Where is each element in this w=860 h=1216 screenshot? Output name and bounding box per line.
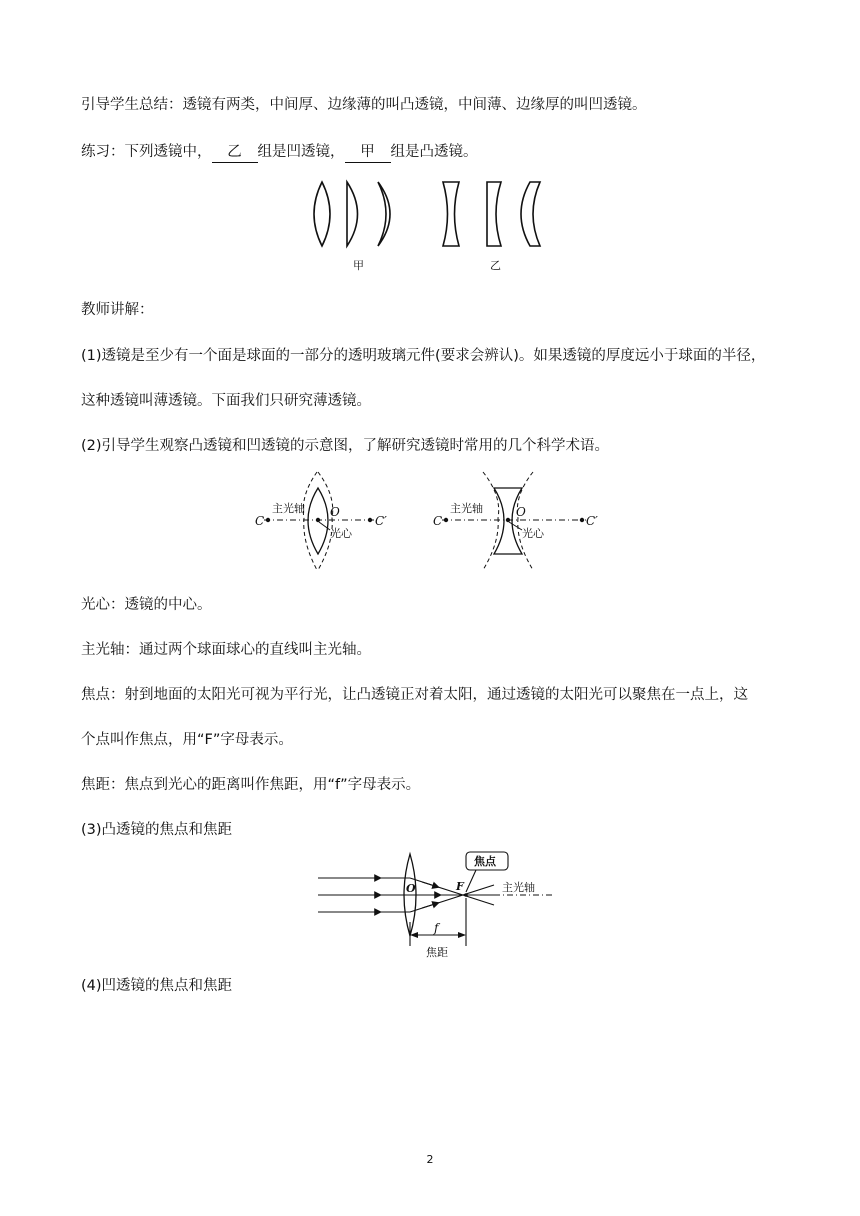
answer-blank-convex: 甲 xyxy=(345,142,391,163)
exercise-paragraph xyxy=(81,142,478,163)
convex-axis-label: 主光轴 xyxy=(272,502,305,515)
concave-center-label: 光心 xyxy=(522,527,544,540)
meniscus-concave-lens xyxy=(521,182,540,246)
convex-focus-heading: (3)凸透镜的焦点和焦距 xyxy=(81,822,233,838)
figure3-f-label: f xyxy=(434,921,439,935)
focal-length-definition: 焦距：焦点到光心的距离叫作焦距，用“f”字母表示。 xyxy=(81,777,421,793)
teacher-explain-heading: 教师讲解： xyxy=(81,302,154,318)
meniscus-convex-lens xyxy=(378,182,390,246)
focus-callout-label: 焦点 xyxy=(474,855,496,868)
group-label-jia: 甲 xyxy=(353,259,364,272)
principal-axis-definition: 主光轴：通过两个球面球心的直线叫主光轴。 xyxy=(81,642,371,658)
answer-blank-concave: 乙 xyxy=(212,142,258,163)
lens-definition-line1: (1)透镜是至少有一个面是球面的一部分的透明玻璃元件(要求会辨认)。如果透镜的厚度远小于球面的半径， xyxy=(81,348,766,364)
concave-axis-label: 主光轴 xyxy=(450,502,483,515)
biconcave-lens xyxy=(443,182,459,246)
terms-intro-paragraph: (2)引导学生观察凸透镜和凹透镜的示意图，了解研究透镜时常用的几个科学术语。 xyxy=(81,438,610,454)
page-number: 2 xyxy=(426,1153,434,1166)
optical-center-definition: 光心：透镜的中心。 xyxy=(81,597,212,613)
exercise-text-c: 组是凸透镜。 xyxy=(390,144,478,160)
figure3-focal-label: 焦距 xyxy=(426,946,448,959)
summary-paragraph: 引导学生总结：透镜有两类，中间厚、边缘薄的叫凸透镜，中间薄、边缘厚的叫凹透镜。 xyxy=(81,97,647,113)
focus-definition-line1: 焦点：射到地面的太阳光可视为平行光，让凸透镜正对着太阳，通过透镜的太阳光可以聚焦在一点上，这 xyxy=(81,687,748,703)
figure3-point-f: F xyxy=(456,880,464,893)
lens-definition-line2: 这种透镜叫薄透镜。下面我们只研究薄透镜。 xyxy=(81,393,371,409)
plano-concave-lens xyxy=(487,182,501,246)
convex-point-c: C xyxy=(255,514,265,528)
lens-schematic-figure xyxy=(250,470,610,574)
convex-point-o: O xyxy=(330,505,340,519)
convex-point-c2: C′ xyxy=(375,514,387,528)
figure3-point-o: O xyxy=(406,882,416,895)
biconvex-lens xyxy=(314,182,330,246)
concave-focus-heading: (4)凹透镜的焦点和焦距 xyxy=(81,978,233,994)
focus-definition-line2: 个点叫作焦点，用“F”字母表示。 xyxy=(81,732,293,748)
concave-point-o: O xyxy=(516,505,526,519)
exercise-text-b: 组是凹透镜， xyxy=(257,144,345,160)
exercise-text-a: 练习：下列透镜中， xyxy=(81,144,212,160)
figure3-axis-label: 主光轴 xyxy=(502,881,535,894)
plano-convex-lens xyxy=(347,182,358,246)
group-label-yi: 乙 xyxy=(490,259,501,272)
concave-point-c: C xyxy=(433,514,443,528)
convex-center-label: 光心 xyxy=(330,527,352,540)
concave-point-c2: C′ xyxy=(586,514,598,528)
convex-focus-figure xyxy=(314,850,554,962)
lens-shapes-figure xyxy=(300,176,560,276)
